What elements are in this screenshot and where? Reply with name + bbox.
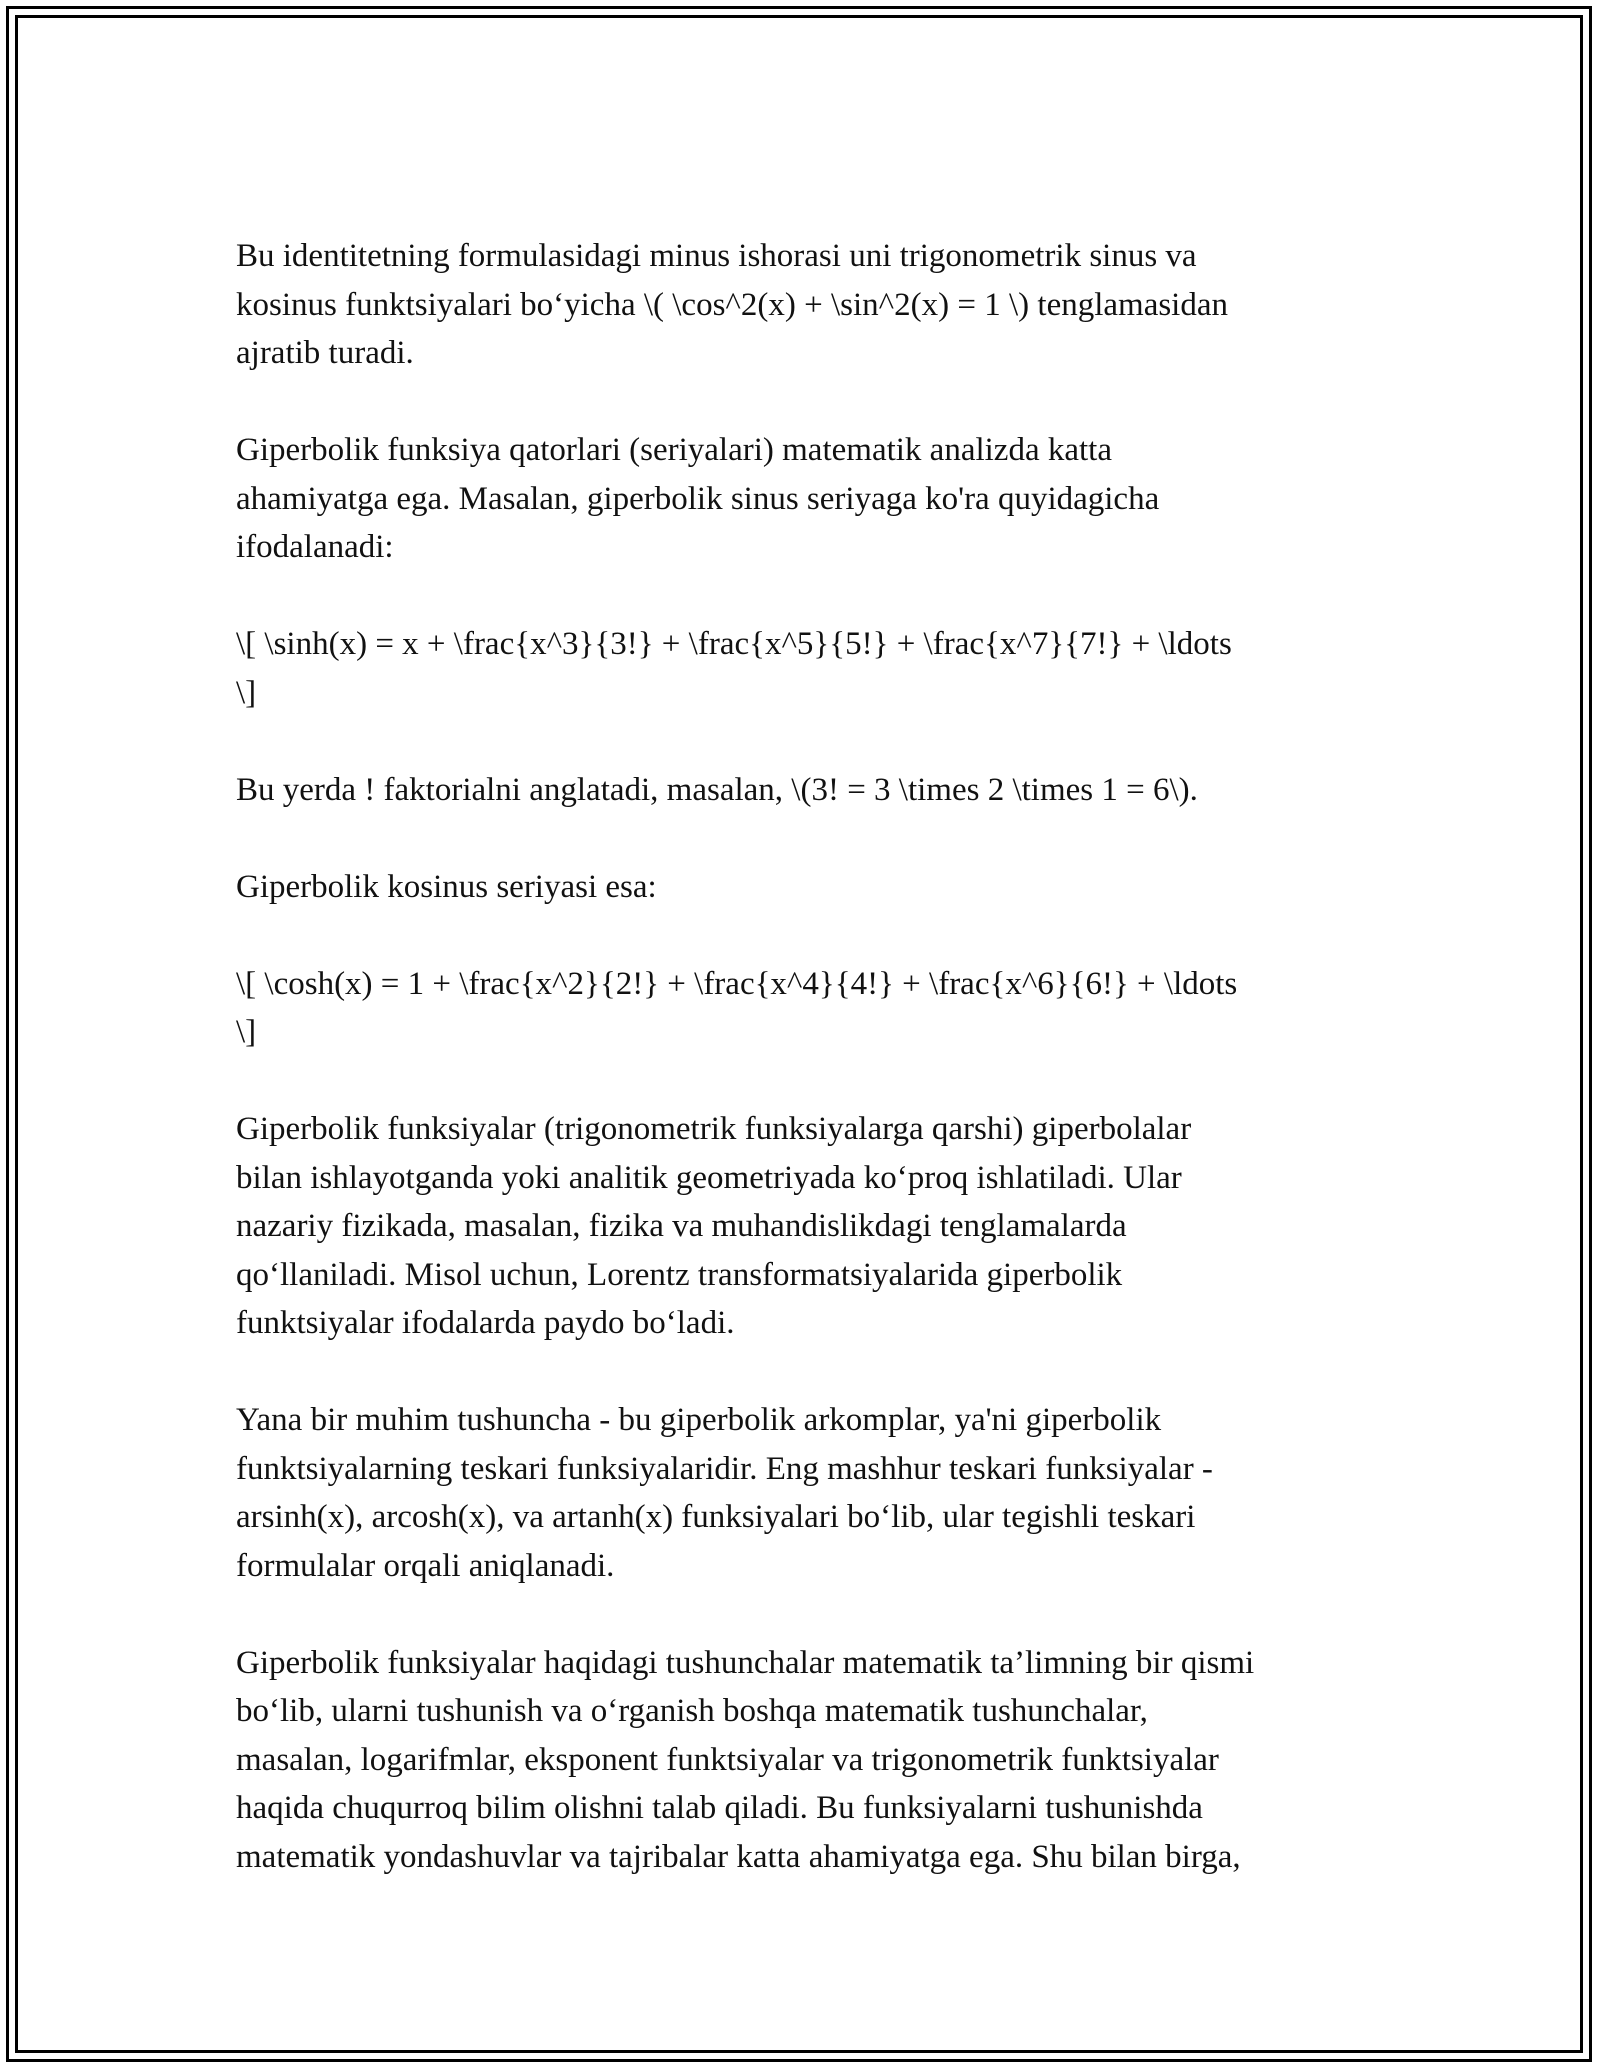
paragraph-spacer [236, 378, 1386, 427]
paragraph-applications: Giperbolik funksiyalar (trigonometrik funksiyalarga qarshi) giperbolalar bilan ishlayotganda yoki analitik geometriyada ko‘proq ishlatiladi. Ular nazariy fizikada, masalan, fizika va muhandislikdagi tenglamalarda qo‘llaniladi. Misol uchun, Lorentz transformatsiyalarida giperbolik funktsiyalar ifodalarda paydo bo‘ladi. [236, 1111, 1192, 1341]
paragraph-cosh-intro: Giperbolik kosinus seriyasi esa: [236, 868, 657, 905]
paragraph-inverse-functions: Yana bir muhim tushuncha - bu giperbolik arkomplar, ya'ni giperbolik funktsiyalarning teskari funksiyalaridir. Eng mashhur teskari funksiyalar - arsinh(x), arcosh(x), va artanh(x) funksiyalari bo‘lib, ular tegishli teskari formulalar orqali aniqlanadi. [236, 1402, 1213, 1584]
document-body [236, 232, 1386, 1881]
paragraph-series-intro: Giperbolik funksiya qatorlari (seriyalari) matematik analizda katta ahamiyatga ega. Masalan, giperbolik sinus seriyaga ko'ra quyidagicha ifodalanadi: [236, 432, 1160, 565]
paragraph-spacer [236, 1590, 1386, 1639]
paragraph-education: Giperbolik funksiyalar haqidagi tushunchalar matematik ta’limning bir qismi bo‘lib, ularni tushunish va o‘rganish boshqa matematik tushunchalar, masalan, logarifmlar, eksponent funktsiyalar va trigonometrik funktsiyalar haqida chuqurroq bilim olishni talab qiladi. Bu funksiyalarni tushunishda matematik yondashuvlar va tajribalar katta ahamiyatga ega. Shu bilan birga, [236, 1644, 1255, 1875]
formula-cosh-series: \[ \cosh(x) = 1 + \frac{x^2}{2!} + \frac{x^4}{4!} + \frac{x^6}{6!} + \ldots \] [236, 965, 1238, 1050]
paragraph-factorial-note: Bu yerda ! faktorialni anglatadi, masalan, \(3! = 3 \times 2 \times 1 = 6\). [236, 771, 1198, 808]
paragraph-spacer [236, 814, 1386, 863]
paragraph-spacer [236, 1057, 1386, 1106]
paragraph-identity-sign: Bu identitetning formulasidagi minus ishorasi uni trigonometrik sinus va kosinus funktsiyalari bo‘yicha \( \cos^2(x) + \sin^2(x) = 1 \) tenglamasidan ajratib turadi. [236, 238, 1228, 371]
paragraph-spacer [236, 717, 1386, 766]
paragraph-spacer [236, 1348, 1386, 1397]
paragraph-spacer [236, 572, 1386, 621]
paragraph-spacer [236, 911, 1386, 960]
formula-sinh-series: \[ \sinh(x) = x + \frac{x^3}{3!} + \frac{x^5}{5!} + \frac{x^7}{7!} + \ldots \] [236, 626, 1232, 711]
